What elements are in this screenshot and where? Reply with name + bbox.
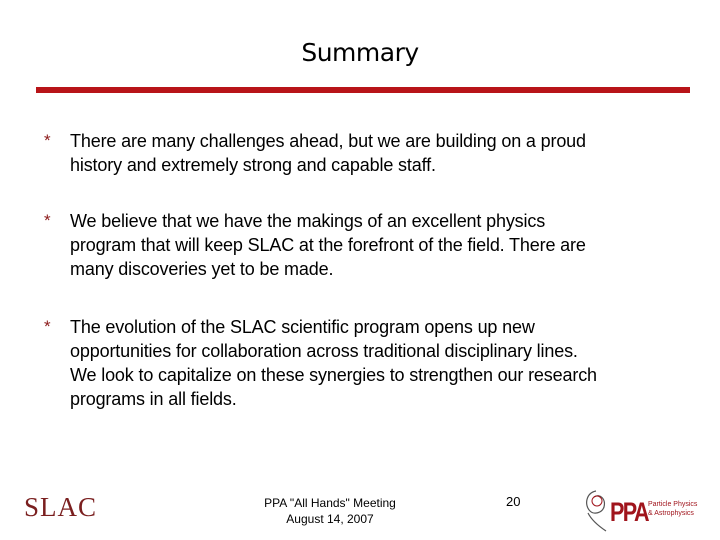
bullet-line: The evolution of the SLAC scientific program opens up new <box>70 317 535 337</box>
bullet-line: opportunities for collaboration across traditional disciplinary lines. <box>70 341 578 361</box>
title-divider <box>36 87 690 93</box>
bullet-line: program that will keep SLAC at the forefront of the field. There are <box>70 235 586 255</box>
bullet-marker: * <box>44 317 51 336</box>
page-number: 20 <box>506 494 521 509</box>
ppa-line2: & Astrophysics <box>648 510 694 517</box>
bullet-line: We look to capitalize on these synergies to strengthen our research <box>70 365 597 385</box>
bullet-line: There are many challenges ahead, but we are building on a proud <box>70 131 586 151</box>
bullet-line: We believe that we have the makings of an excellent physics <box>70 211 546 231</box>
bullet-line: many discoveries yet to be made. <box>70 259 334 279</box>
bullet-line: programs in all fields. <box>70 389 237 409</box>
bullet-line: history and extremely strong and capable staff. <box>70 155 436 175</box>
ppa-line1: Particle Physics <box>648 501 698 508</box>
ppa-logo <box>580 485 698 533</box>
footer-date: August 14, 2007 <box>286 512 374 526</box>
footer-meeting-info <box>230 495 430 527</box>
ppa-abbr: PPA <box>610 497 649 527</box>
slide-title: Summary <box>301 38 419 67</box>
bullet-marker: * <box>44 211 51 230</box>
footer-meeting: PPA "All Hands" Meeting <box>264 496 396 510</box>
bullet-marker: * <box>44 131 51 150</box>
slac-logo: SLAC <box>24 492 98 522</box>
